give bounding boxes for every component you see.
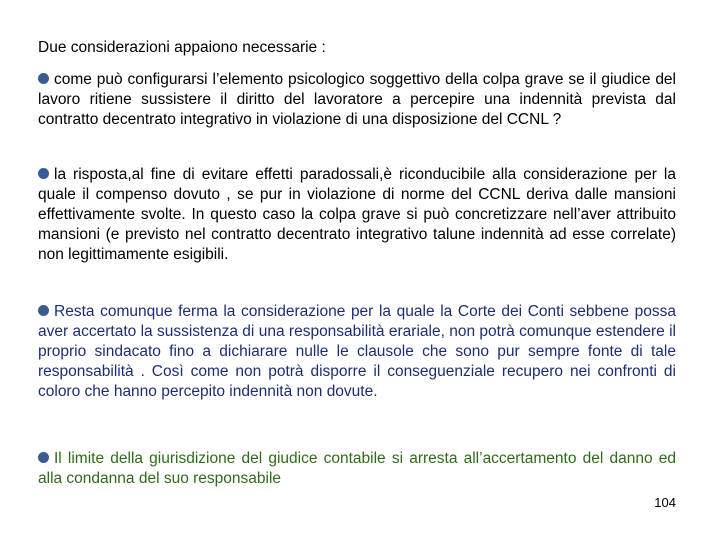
paragraph-3-text: Resta comunque ferma la considerazione per la quale la Corte dei Conti sebbene possa aver accertato la sussistenza di una responsabilità erariale, non potrà comunque estendere il proprio sindacato fino a dichiarare nulle le clausole che sono pur sempre fonte di tale responsabilità . Così come non potrà disporre il conseguenziale recupero nei confronti di coloro che hanno percepito indennità non dovute. — [38, 303, 676, 400]
bullet-paragraph-2 — [38, 165, 676, 265]
page-number: 104 — [654, 495, 676, 510]
paragraph-1-text: come può configurarsi l’elemento psicologico soggettivo della colpa grave se il giudice del lavoro ritiene sussistere il diritto del lavoratore a percepire una indennità prevista dal contratto decentrato integrativo in violazione di una disposizione del CCNL ? — [38, 71, 676, 128]
bullet-icon — [38, 168, 49, 179]
bullet-paragraph-4 — [38, 449, 676, 489]
paragraph-2-text: la risposta,al fine di evitare effetti paradossali,è riconducibile alla considerazione per la quale il compenso dovuto , se pur in violazione di norme del CCNL deriva dalle mansioni effettivamente svolte. In questo caso la colpa grave si può concretizzare nell’aver attribuito mansioni (e previsto nel contratto decentrato integrativo talune indennità ad esse correlate) non legittimamente esigibili. — [38, 166, 676, 263]
paragraph-4-text: Il limite della giurisdizione del giudice contabile si arresta all’accertamento del danno ed alla condanna del suo responsabile — [38, 450, 676, 487]
bullet-paragraph-1 — [38, 70, 676, 130]
bullet-paragraph-3 — [38, 302, 676, 402]
bullet-icon — [38, 73, 49, 84]
bullet-icon — [38, 305, 49, 316]
bullet-icon — [38, 452, 49, 463]
slide-heading: Due considerazioni appaiono necessarie : — [38, 39, 326, 56]
